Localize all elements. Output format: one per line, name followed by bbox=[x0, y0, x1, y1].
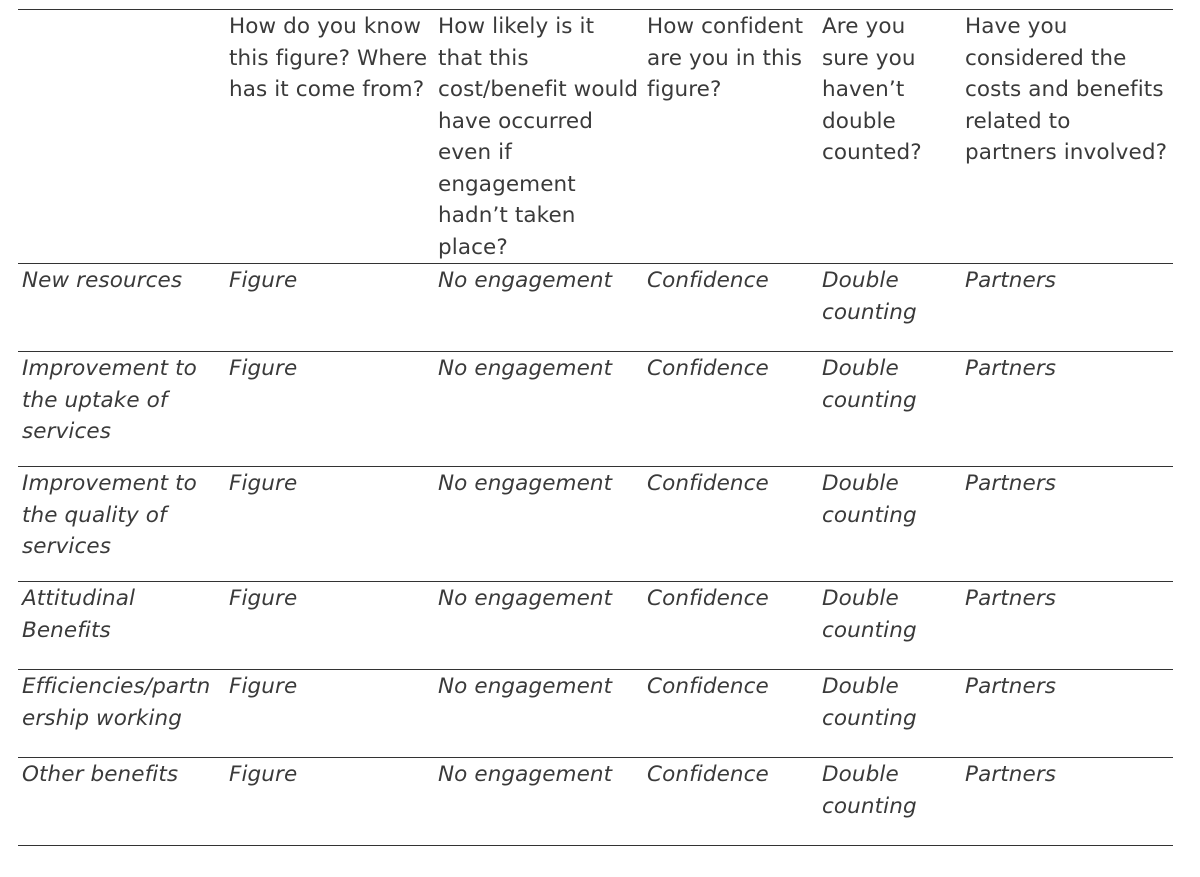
header-cell-no-engagement: How likely is it that this cost/benefit would have occurred even if engagement hadn’t taken place? bbox=[438, 14, 639, 260]
header-cell-figure-source: How do you know this figure? Where has it come from? bbox=[229, 14, 428, 102]
cell-figure: Figure bbox=[229, 268, 298, 293]
table-body bbox=[18, 264, 1173, 846]
cell-partners: Partners bbox=[965, 471, 1057, 496]
row-label: Improvement to the quality of services bbox=[22, 471, 197, 559]
row-label: Improvement to the uptake of services bbox=[22, 356, 197, 444]
cell-figure: Figure bbox=[229, 762, 298, 787]
cell-double-counting: Double counting bbox=[822, 674, 917, 731]
cell-figure: Figure bbox=[229, 674, 298, 699]
cell-double-counting: Double counting bbox=[822, 762, 917, 819]
table-row bbox=[18, 264, 1173, 352]
table-row bbox=[18, 582, 1173, 670]
header-row bbox=[18, 10, 1173, 264]
header-cell-blank bbox=[18, 10, 225, 264]
cell-partners: Partners bbox=[965, 356, 1057, 381]
cell-double-counting: Double counting bbox=[822, 471, 917, 528]
cell-no-engagement: No engagement bbox=[438, 674, 613, 699]
cell-figure: Figure bbox=[229, 471, 298, 496]
table-row bbox=[18, 467, 1173, 582]
row-label: Efficiencies/partnership working bbox=[22, 674, 211, 731]
table-row bbox=[18, 670, 1173, 758]
cell-confidence: Confidence bbox=[647, 674, 769, 699]
cell-partners: Partners bbox=[965, 586, 1057, 611]
header-cell-confidence: How confident are you in this figure? bbox=[647, 14, 804, 102]
cell-no-engagement: No engagement bbox=[438, 471, 613, 496]
cell-confidence: Confidence bbox=[647, 762, 769, 787]
table-row bbox=[18, 758, 1173, 846]
row-label: New resources bbox=[22, 268, 183, 293]
cost-benefit-table bbox=[18, 9, 1173, 846]
cell-confidence: Confidence bbox=[647, 471, 769, 496]
cell-no-engagement: No engagement bbox=[438, 762, 613, 787]
cell-double-counting: Double counting bbox=[822, 356, 917, 413]
cell-figure: Figure bbox=[229, 586, 298, 611]
cell-no-engagement: No engagement bbox=[438, 356, 613, 381]
row-label: Other benefits bbox=[22, 762, 179, 787]
header-cell-partners: Have you considered the costs and benefits related to partners involved? bbox=[965, 14, 1168, 165]
cell-double-counting: Double counting bbox=[822, 586, 917, 643]
cell-partners: Partners bbox=[965, 762, 1057, 787]
cell-partners: Partners bbox=[965, 268, 1057, 293]
cell-no-engagement: No engagement bbox=[438, 586, 613, 611]
cell-confidence: Confidence bbox=[647, 356, 769, 381]
cell-double-counting: Double counting bbox=[822, 268, 917, 325]
row-label: Attitudinal Benefits bbox=[22, 586, 136, 643]
header-cell-double-counting: Are you sure you haven’t double counted? bbox=[822, 14, 922, 165]
cell-figure: Figure bbox=[229, 356, 298, 381]
cell-confidence: Confidence bbox=[647, 586, 769, 611]
cell-partners: Partners bbox=[965, 674, 1057, 699]
cell-no-engagement: No engagement bbox=[438, 268, 613, 293]
cell-confidence: Confidence bbox=[647, 268, 769, 293]
table-header bbox=[18, 10, 1173, 264]
table-row bbox=[18, 352, 1173, 467]
